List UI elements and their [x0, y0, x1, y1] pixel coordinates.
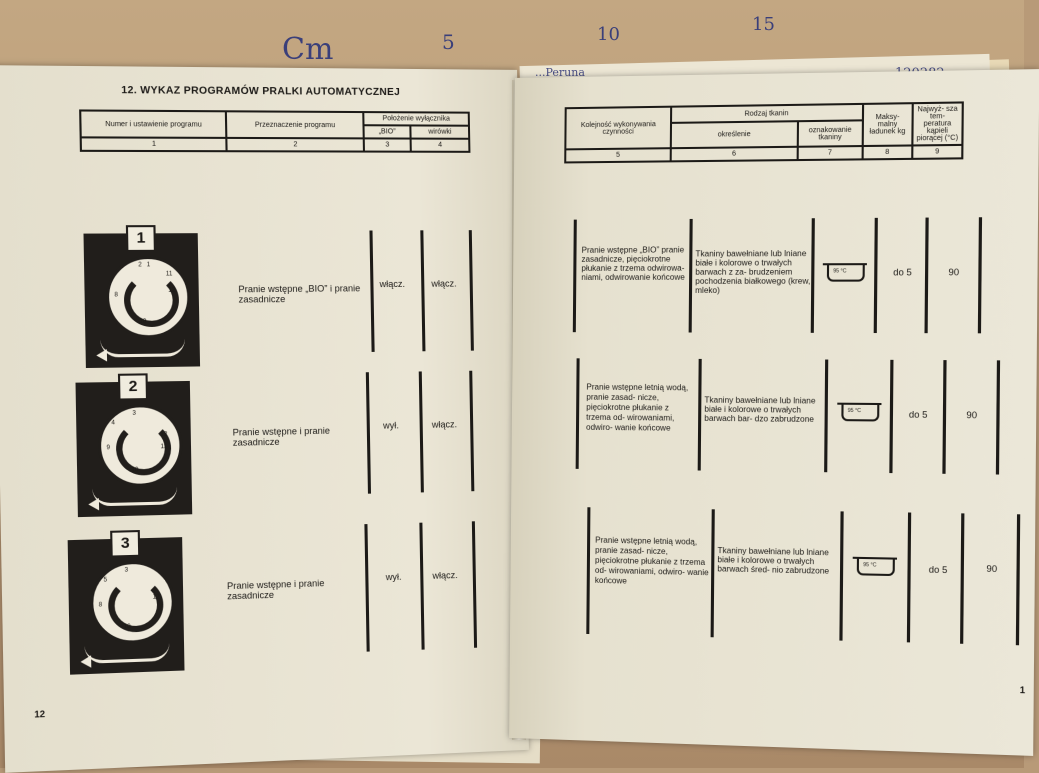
column-rule	[907, 512, 911, 642]
column-rule	[689, 219, 693, 333]
header-fabric-type: Rodzaj tkanin	[671, 104, 863, 123]
dial-face	[105, 256, 191, 339]
program-dial-1	[83, 229, 200, 368]
tub-temperature-label: 95 °C	[833, 268, 847, 275]
dial-scale-label: 3	[132, 410, 137, 417]
dial-scale-label: 5	[103, 577, 108, 584]
dial-scale-label: 8	[98, 602, 103, 609]
arrow-head-icon	[88, 498, 99, 511]
column-rule	[420, 230, 425, 351]
handwritten-mark-15: 15	[752, 14, 775, 35]
header-col-number-2: 2	[226, 138, 364, 152]
column-rule	[698, 359, 702, 471]
column-rule	[586, 507, 590, 634]
column-rule	[469, 230, 474, 351]
column-rule	[978, 217, 982, 333]
column-rule	[889, 360, 893, 473]
tub-temperature-label: 95 °C	[863, 562, 877, 569]
program-purpose: Pranie wstępne i pranie zasadnicze	[226, 578, 325, 602]
header-max-load: Maksy- malny ładunek kg	[863, 103, 913, 146]
dial-scale-label: 10	[131, 467, 139, 474]
program-dial-3	[68, 534, 185, 675]
wash-sequence: Pranie wstępne letnią wodą, pranie zasad- nicze, pięciokrotne płukanie z trzema od- wirowaniami, odwiro- wanie końcowe	[594, 535, 709, 586]
column-rule	[839, 511, 843, 640]
bio-switch-value: włącz.	[379, 278, 406, 290]
dial-scale-label: 12	[160, 431, 168, 438]
dial-scale-label: 1	[146, 262, 151, 269]
left-page	[0, 65, 529, 773]
dial-scale-label: 9	[106, 445, 111, 452]
column-rule	[576, 358, 580, 469]
dial-ring	[124, 273, 180, 327]
header-program-number: Numer i ustawienie programu	[80, 110, 226, 137]
dial-scale-label: 4	[111, 420, 115, 427]
header-col-number-9: 9	[912, 145, 962, 159]
program-dial-2	[75, 377, 192, 517]
header-col-number-8: 8	[862, 145, 912, 159]
column-rule	[364, 524, 369, 652]
column-rule	[419, 523, 424, 650]
dial-scale-label: 2	[138, 262, 142, 269]
dial-scale-label: 12	[152, 594, 160, 601]
header-col-number-7: 7	[797, 146, 862, 160]
rotation-arrow	[100, 339, 185, 358]
max-temperature: 90	[966, 409, 978, 421]
column-rule	[469, 371, 474, 492]
right-table-header	[564, 101, 964, 163]
column-rule	[811, 218, 815, 333]
wash-tub-symbol-icon	[823, 259, 867, 282]
wash-tub-symbol-icon	[837, 399, 881, 422]
handwritten-cm: Cm	[282, 32, 334, 67]
dial-scale-label: 10	[139, 318, 147, 326]
max-temperature: 90	[948, 267, 960, 278]
column-rule	[874, 218, 878, 333]
header-col-number-1: 1	[81, 137, 227, 151]
spin-switch-value: włącz.	[431, 278, 457, 289]
header-col-number-6: 6	[671, 147, 797, 162]
column-rule	[369, 231, 374, 352]
spin-switch-value: włącz.	[431, 419, 458, 430]
column-rule	[942, 360, 946, 474]
dial-face	[97, 404, 183, 488]
page-title: 12. WYKAZ PROGRAMÓW PRALKI AUTOMATYCZNEJ	[121, 84, 401, 99]
header-sequence: Kolejność wykonywania czynności	[565, 107, 671, 150]
max-load: do 5	[893, 267, 912, 278]
rotation-arrow	[92, 487, 177, 506]
handwritten-mark-10: 10	[597, 24, 620, 45]
column-rule	[960, 513, 964, 643]
header-col-number-5: 5	[565, 148, 671, 162]
rotation-arrow	[85, 643, 170, 664]
header-fabric-label: oznakowanie tkaniny	[797, 120, 862, 146]
dial-scale-label: 3	[124, 567, 129, 574]
left-table-header	[79, 109, 470, 152]
column-rule	[711, 509, 715, 637]
program-purpose: Pranie wstępne i pranie zasadnicze	[232, 425, 331, 448]
column-rule	[573, 220, 577, 333]
spin-switch-value: włącz.	[432, 569, 458, 581]
dial-ring	[108, 578, 164, 633]
dial-scale-label: 12	[168, 287, 176, 294]
header-program-purpose: Przeznaczenie programu	[226, 111, 364, 138]
column-rule	[824, 360, 828, 473]
fabric-description: Tkaniny bawełniane lub lniane białe i kolorowe o trwałych barwach bar- dzo zabrudzone	[704, 395, 816, 424]
header-bio: „BIO”	[363, 125, 410, 138]
right-page	[509, 69, 1039, 756]
max-temperature: 90	[986, 563, 998, 575]
dial-number: 1	[126, 225, 156, 252]
program-purpose: Pranie wstępne „BIO” i pranie zasadnicze	[238, 283, 361, 305]
column-rule	[1016, 514, 1020, 645]
dial-number: 3	[110, 530, 140, 558]
column-rule	[472, 521, 477, 648]
header-max-temp: Najwyż- sza tem- peratura kąpieli piorącej (°C)	[912, 102, 963, 145]
page-number: 12	[34, 708, 46, 720]
column-rule	[924, 218, 928, 334]
header-spin: wirówki	[411, 125, 470, 138]
page-number: 1	[1019, 684, 1026, 696]
max-load: do 5	[928, 564, 948, 576]
dial-scale-label: 11	[165, 271, 173, 278]
handwritten-note: ...Peruna	[535, 66, 585, 79]
bio-switch-value: wył.	[385, 571, 402, 583]
column-rule	[366, 372, 371, 493]
wash-sequence: Pranie wstępne „BIO” pranie zasadnicze, pięciokrotne płukanie z trzema odwirowa- niami, odwirowanie końcowe	[581, 245, 685, 282]
header-switch-position: Położenie wyłącznika	[363, 112, 469, 126]
fabric-description: Tkaniny bawełniane lub lniane białe i kolorowe o trwałych barwach śred- nio zabrudzone	[717, 545, 830, 576]
dial-scale-label: 8	[114, 292, 118, 299]
dial-scale-label: 10	[123, 624, 131, 631]
header-col-number-3: 3	[364, 138, 411, 151]
fabric-description: Tkaniny bawełniane lub lniane białe i kolorowe o trwałych barwach z za- brudzeniem pochodzenia białkowego (krew, mleko)	[695, 248, 811, 295]
arrow-head-icon	[96, 349, 107, 362]
dial-number: 2	[118, 373, 148, 400]
max-load: do 5	[908, 409, 928, 420]
wash-tub-symbol-icon	[853, 553, 897, 577]
dial-scale-label: 11	[160, 443, 168, 451]
column-rule	[419, 371, 424, 492]
header-definition: określenie	[671, 121, 798, 148]
tub-temperature-label: 95 °C	[847, 407, 861, 415]
wash-sequence: Pranie wstępne letnią wodą, pranie zasad- nicze, pięciokrotne płukanie z trzema od- wirowaniami, odwiro- wanie końcowe	[586, 382, 689, 433]
header-col-number-4: 4	[411, 139, 470, 152]
arrow-head-icon	[80, 655, 91, 668]
handwritten-mark-5: 5	[442, 30, 455, 54]
dial-face	[89, 560, 175, 645]
column-rule	[996, 360, 1000, 474]
bio-switch-value: wył.	[382, 420, 399, 431]
